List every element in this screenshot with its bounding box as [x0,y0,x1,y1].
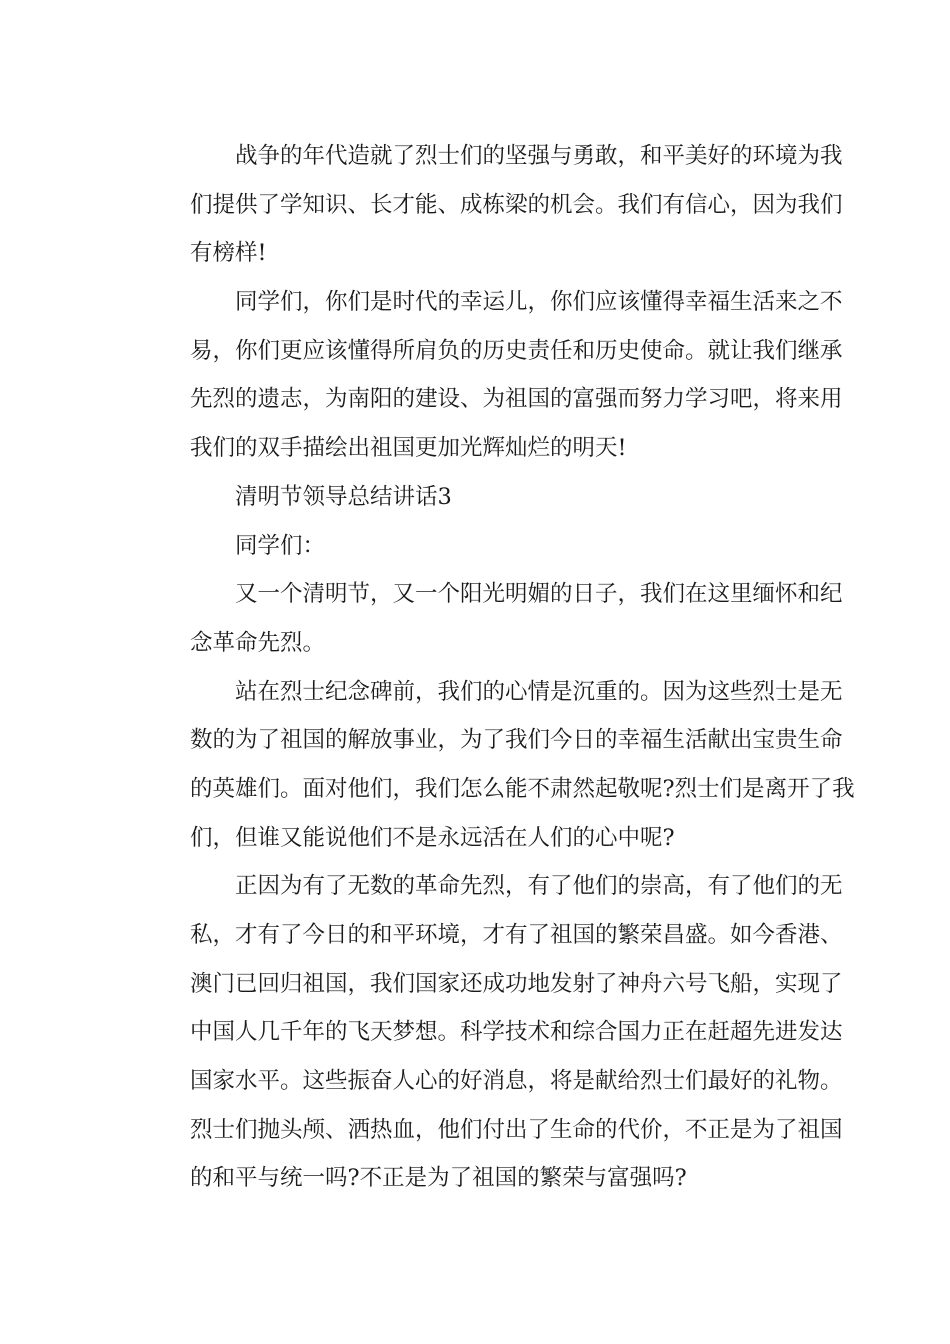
text-line: 数的为了祖国的解放事业，为了我们今日的幸福生活献出宝贵生命 [190,727,843,754]
text-line: 烈士们抛头颅、洒热血，他们付出了生命的代价，不正是为了祖国 [190,1116,843,1143]
text-line: 有榜样! [190,240,267,267]
text-line: 先烈的遗志，为南阳的建设、为祖国的富强而努力学习吧，将来用 [190,386,843,413]
paragraph-2 [145,278,843,473]
text-line: 中国人几千年的飞天梦想。科学技术和综合国力正在赶超先进发达 [190,1019,843,1046]
text-line: 念革命先烈。 [190,629,326,656]
paragraph-1 [145,132,843,278]
text-line: 国家水平。这些振奋人心的好消息，将是献给烈士们最好的礼物。 [190,1068,843,1095]
text-line: 的和平与统一吗?不正是为了祖国的繁荣与富强吗? [190,1165,687,1192]
text-line: 的英雄们。面对他们，我们怎么能不肃然起敬呢?烈士们是离开了我 [190,775,855,802]
salutation [145,522,813,571]
text-line: 易，你们更应该懂得所肩负的历史责任和历史使命。就让我们继承 [190,337,843,364]
section-heading [145,473,813,522]
text-line: 战争的年代造就了烈士们的坚强与勇敢，和平美好的环境为我 [235,143,843,169]
document-body [145,132,855,1203]
text-line: 站在烈士纪念碑前，我们的心情是沉重的。因为这些烈士是无 [235,678,843,705]
paragraph-3 [145,570,843,667]
text-line: 又一个清明节，又一个阳光明媚的日子，我们在这里缅怀和纪 [235,581,843,608]
heading-text: 清明节领导总结讲话3 [235,483,452,510]
paragraph-5 [145,862,843,1203]
text-line: 私，才有了今日的和平环境，才有了祖国的繁荣昌盛。如今香港、 [190,922,843,948]
text-line: 澳门已回归祖国，我们国家还成功地发射了神舟六号飞船，实现了 [190,970,843,997]
text-line: 正因为有了无数的革命先烈，有了他们的崇高，有了他们的无 [235,873,843,900]
text-line: 们，但谁又能说他们不是永远活在人们的心中呢? [190,824,675,851]
text-line: 我们的双手描绘出祖国更加光辉灿烂的明天! [190,435,627,462]
text-line: 们提供了学知识、长才能、成栋梁的机会。我们有信心，因为我们 [190,191,843,218]
salutation-text: 同学们： [235,532,326,559]
text-line: 同学们，你们是时代的幸运儿，你们应该懂得幸福生活来之不 [235,289,843,316]
paragraph-4 [145,668,855,863]
